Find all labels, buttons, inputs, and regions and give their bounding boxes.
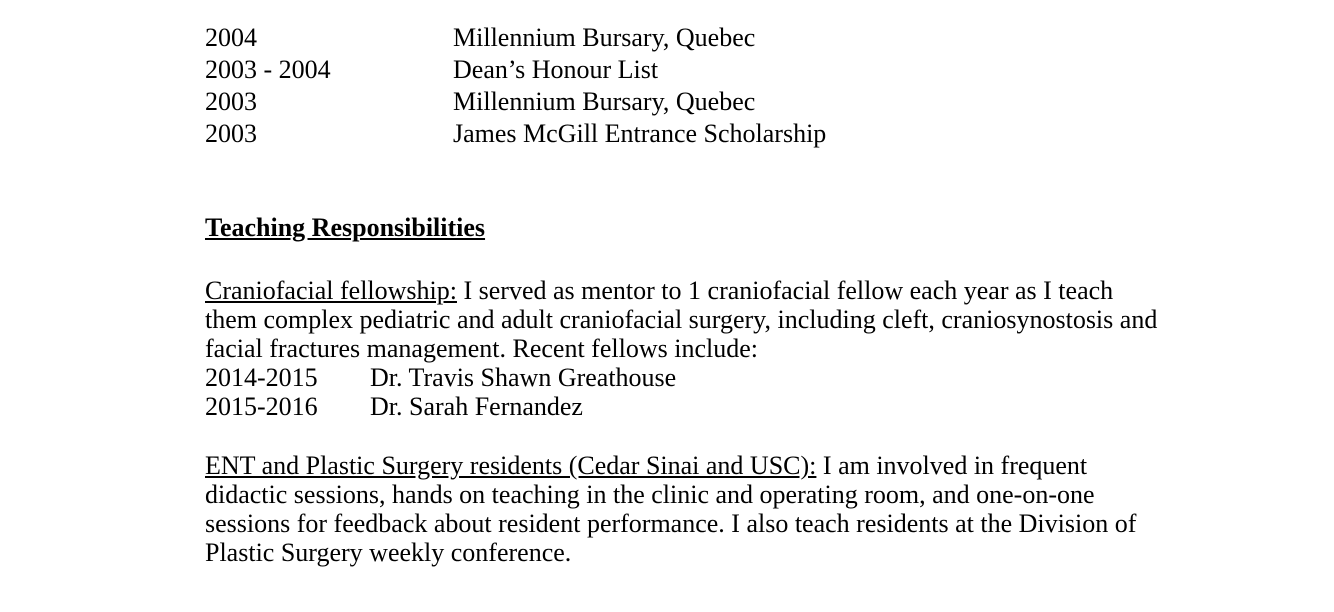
fellowship-text: I served as mentor to 1 craniofacial fellow each year as I teach them complex pediatric and adult craniofacial surgery, including cleft, craniosynostosis and facial fractures management. Recent fellows include: [205,276,1158,363]
fellow-row [205,392,1165,421]
fellowship-description [205,276,1165,363]
fellow-name: Dr. Travis Shawn Greathouse [370,363,677,392]
fellowship-lead: Craniofacial fellowship: [205,276,457,305]
residents-paragraph [205,451,1165,567]
award-row [205,86,1165,118]
award-year: 2004 [205,23,257,52]
fellow-years: 2015-2016 [205,392,318,421]
award-row [205,22,1165,54]
award-year: 2003 [205,87,257,116]
award-row [205,54,1165,86]
award-year: 2003 [205,119,257,148]
fellow-row [205,363,1165,392]
residents-text: I am involved in frequent didactic sessions, hands on teaching in the clinic and operating room, and one-on-one sessions for feedback about resident performance. I also teach residents at the Division of Plastic Surgery weekly conference. [205,451,1137,567]
section-heading-teaching: Teaching Responsibilities [205,213,486,242]
award-year: 2003 - 2004 [205,55,331,84]
awards-list [205,22,1165,150]
award-name: Dean’s Honour List [453,55,659,84]
award-row [205,118,1165,150]
fellowship-paragraph [205,276,1165,421]
fellow-years: 2014-2015 [205,363,318,392]
award-name: Millennium Bursary, Quebec [453,23,756,52]
residents-lead: ENT and Plastic Surgery residents (Cedar Sinai and USC): [205,451,817,480]
fellow-name: Dr. Sarah Fernandez [370,392,583,421]
cv-page [205,22,1165,567]
award-name: Millennium Bursary, Quebec [453,87,756,116]
award-name: James McGill Entrance Scholarship [453,119,827,148]
